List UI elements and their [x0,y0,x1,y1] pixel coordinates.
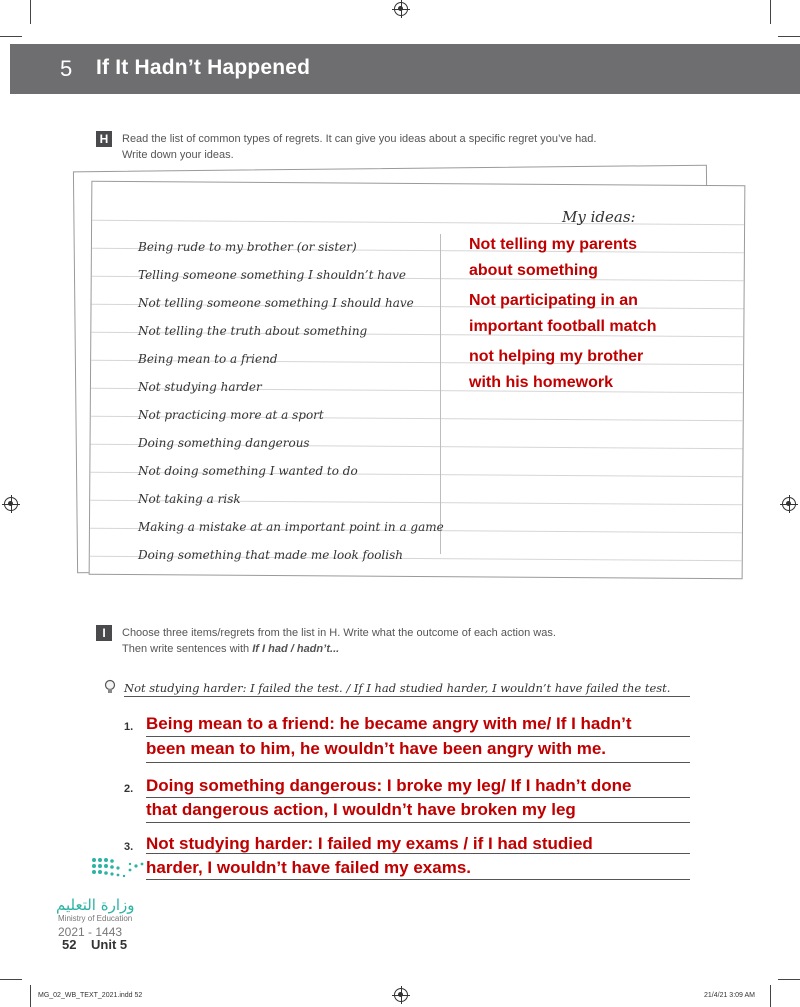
answer-line: that dangerous action, I wouldn’t have broken my leg [146,800,576,819]
answer-line: Being mean to a friend: he became angry with me/ If I hadn’t [146,714,632,733]
answer-underline [124,696,690,697]
crop-mark [0,36,22,37]
regret-item: Not taking a risk [138,492,241,506]
ministry-logo-dots-icon [90,856,150,884]
section-h-instructions: Read the list of common types of regrets. It can give you ideas about a specific regret you’ve had. Write down your ideas. [122,133,597,161]
unit-number: 5 [60,56,73,81]
column-divider [440,234,441,554]
ministry-arabic-name: وزارة التعليم [56,896,135,914]
answer-number: 1. [124,721,134,733]
idea-text: not helping my brother [469,348,644,365]
registration-mark-icon [782,497,796,511]
idea-text: Not telling my parents [469,236,638,253]
crop-mark [778,979,800,980]
answer-underline [146,853,690,854]
ministry-english-name: Ministry of Education [58,914,133,923]
idea-text: important football match [469,318,657,335]
crop-mark [30,985,31,1007]
registration-mark-icon [394,2,408,16]
regret-item: Doing something that made me look foolish [138,548,403,562]
lightbulb-icon [104,679,116,700]
regret-item: Not telling someone something I should have [138,296,414,310]
crop-mark [770,985,771,1007]
answer-underline [146,736,690,737]
regret-item: Not studying harder [138,380,262,394]
edition-year: 2021 - 1443 [58,925,123,939]
registration-mark-icon [4,497,18,511]
registration-mark-icon [394,988,408,1002]
answer-number: 2. [124,783,134,795]
answer-underline [146,762,690,763]
regret-item: Not practicing more at a sport [138,408,324,422]
regret-item: Being mean to a friend [138,352,278,366]
section-h-badge: H [96,130,112,148]
regret-item: Not doing something I wanted to do [138,464,358,478]
regret-item: Telling someone something I shouldn’t have [138,268,406,282]
crop-mark [30,0,31,24]
regret-item: Doing something dangerous [138,436,310,450]
section-i-badge: I [96,624,112,642]
unit-label: Unit 5 [91,937,128,952]
print-file-name: MG_02_WB_TEXT_2021.indd 52 [38,992,143,999]
answer-number: 3. [124,841,134,853]
unit-title: If It Hadn’t Happened [96,56,311,79]
crop-mark [770,0,771,24]
idea-text: Not participating in an [469,292,638,309]
page-number: 52 [62,937,77,952]
answer-line: Not studying harder: I failed my exams / if I had studied [146,834,593,853]
crop-mark [0,979,22,980]
idea-text: about something [469,262,598,279]
answer-line: Doing something dangerous: I broke my leg/ If I hadn’t done [146,776,632,795]
example-sentence: Not studying harder: I failed the test. / If I had studied harder, I wouldn’t have failed the test. [124,681,671,695]
crop-mark [778,36,800,37]
answer-underline [146,879,690,880]
answer-line: been mean to him, he wouldn’t have been angry with me. [146,739,607,758]
regret-item: Making a mistake at an important point in a game [138,520,444,534]
ideas-heading: My ideas: [562,208,636,226]
answer-underline [146,822,690,823]
answer-underline [146,797,690,798]
print-timestamp: 21/4/21 3:09 AM [704,992,755,999]
regret-item: Being rude to my brother (or sister) [138,240,357,254]
answer-line: harder, I wouldn’t have failed my exams. [146,858,472,877]
regret-item: Not telling the truth about something [138,324,368,338]
idea-text: with his homework [469,374,614,391]
section-i-instructions: Choose three items/regrets from the list in H. Write what the outcome of each action was. Then write sentences with If I had / hadn’t... [122,627,556,655]
